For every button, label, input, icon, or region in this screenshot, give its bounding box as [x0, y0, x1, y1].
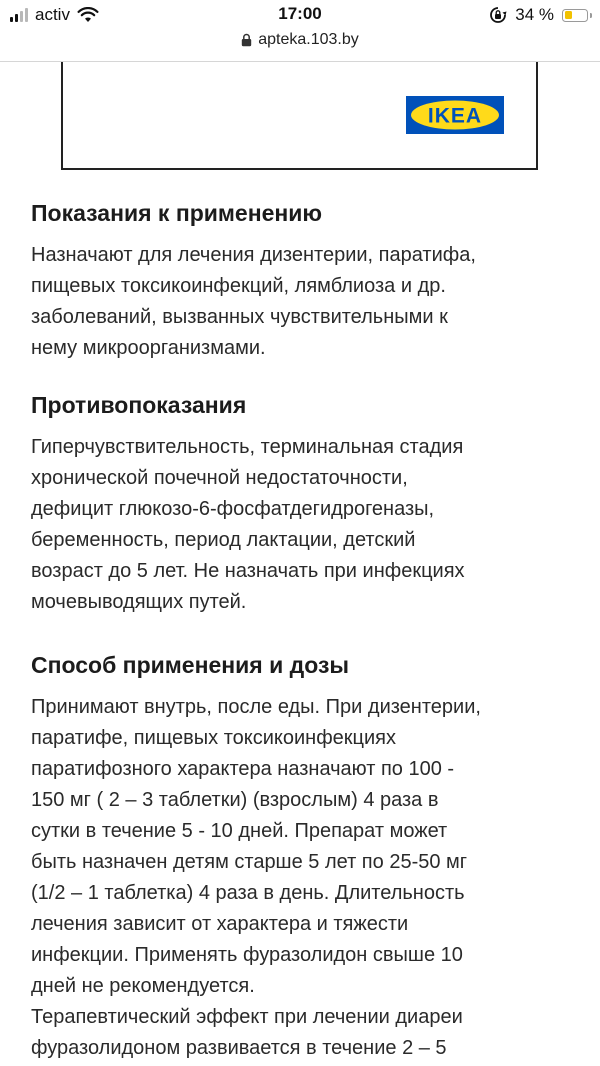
battery-percent: 34 % — [515, 5, 554, 24]
clock: 17:00 — [278, 4, 322, 23]
section-text: Назначают для лечения дизентерии, паратифа, пищевых токсикоинфекций, лямблиоза и др. заболеваний, вызванных чувствительными к нему микроорганизмами. — [31, 244, 476, 359]
ikea-logo — [406, 96, 504, 134]
section-title: Показания к применению — [31, 200, 323, 226]
status-bar — [0, 0, 600, 30]
section-text: Гиперчувствительность, терминальная стадия хронической почечной недостаточности, дефицит глюкозо-6-фосфатдегидрогеназы, беременность, период лактации, детский возраст до 5 лет. Не назначать при инфекциях мочевыводящих путей. — [31, 436, 465, 613]
status-right — [489, 5, 588, 25]
section-text: Принимают внутрь, после еды. При дизентерии, паратифе, пищевых токсикоинфекциях паратифозного характера назначают по 100 - 150 мг ( 2 – 3 таблетки) (взрослым) 4 раза в сутки в течение 5 - 10 дней. Препарат может быть назначен детям старше 5 лет по 25-50 мг (1/2 – 1 таблетка) 4 раза в день. Длительность лечения зависит от характера и тяжести инфекции. Применять фуразолидон свыше 10 дней не рекомендуется. Терапевтический эффект при лечении диареи фуразолидоном развивается в течение 2 – 5 — [31, 696, 481, 1059]
battery-level — [565, 11, 572, 19]
padlock-icon — [241, 33, 252, 47]
logo-text: IKEA — [427, 104, 483, 128]
url-text[interactable]: apteka.103.by — [258, 31, 359, 48]
section-title: Способ применения и дозы — [31, 652, 350, 678]
product-image — [61, 62, 538, 170]
article-content — [31, 196, 576, 1064]
carrier-name: activ — [35, 5, 70, 24]
rotation-lock-icon — [489, 6, 507, 24]
section-contraindications — [31, 388, 576, 618]
section-indications — [31, 196, 576, 364]
section-dosage — [31, 648, 576, 1064]
url-bar[interactable] — [0, 31, 600, 57]
section-title: Противопоказания — [31, 392, 247, 418]
battery-icon — [562, 9, 588, 22]
